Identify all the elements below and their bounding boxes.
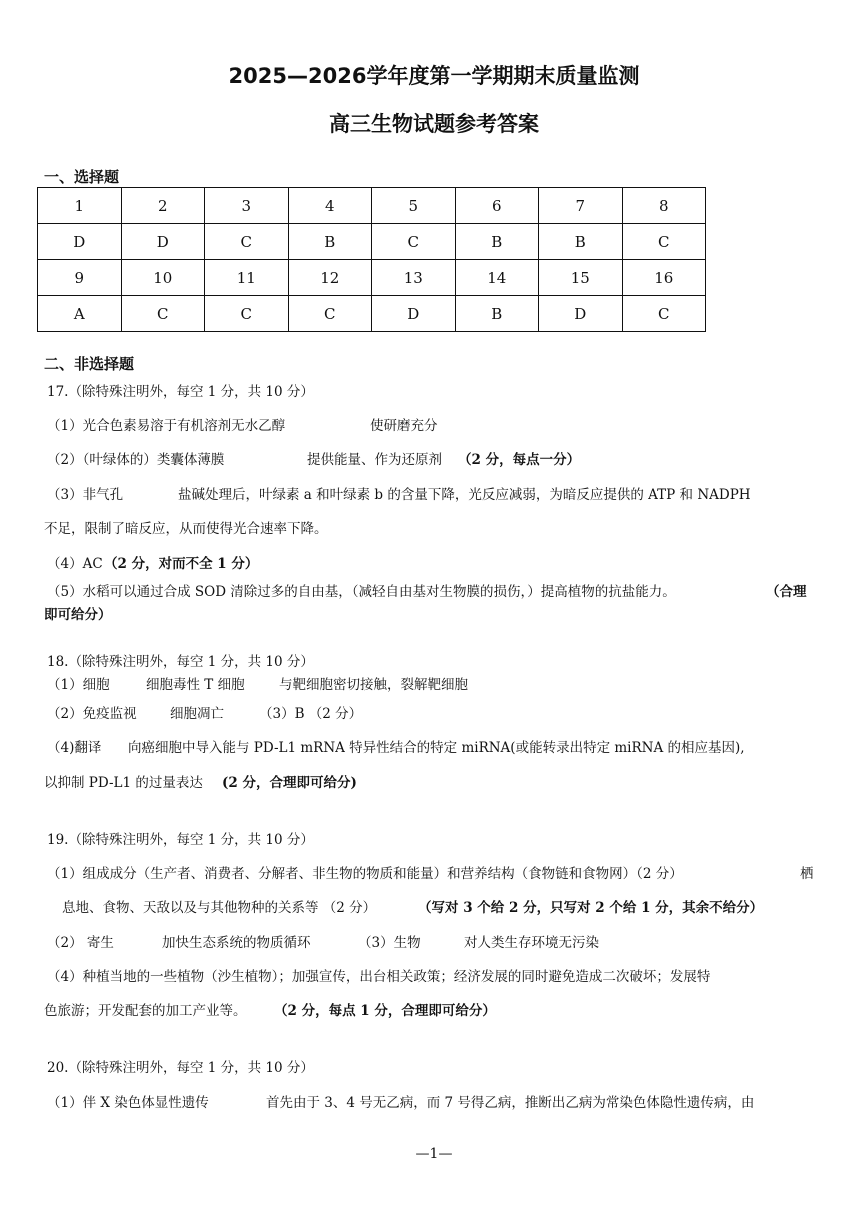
section-heading-choice: 一、选择题	[44, 168, 120, 186]
answer-cell: A	[38, 296, 122, 332]
q19-answer-3b: 对人类生存环境无污染	[464, 935, 599, 951]
q18-answer-1a: （1）细胞	[47, 677, 110, 693]
question-number-cell: 10	[121, 260, 205, 296]
answer-cell: C	[288, 296, 372, 332]
q18-answer-4a: （4)翻译	[47, 740, 102, 756]
q17-answer-1a: （1）光合色素易溶于有机溶剂无水乙醇	[47, 418, 286, 434]
q17-answer-5b: （合理	[766, 584, 807, 600]
answer-cell: C	[121, 296, 205, 332]
question-number-cell: 4	[288, 188, 372, 224]
answer-cell: C	[372, 224, 456, 260]
q19-answer-4b: 色旅游；开发配套的加工产业等。	[44, 1003, 247, 1019]
q18-answer-2b: 细胞凋亡	[170, 706, 224, 722]
answer-cell: B	[288, 224, 372, 260]
q17-answer-2a: （2）（叶绿体的）类囊体薄膜	[47, 452, 225, 468]
q19-answer-2a: （2） 寄生	[47, 935, 114, 951]
question-number-cell: 9	[38, 260, 122, 296]
answer-cell: C	[622, 224, 706, 260]
question-number-cell: 3	[205, 188, 289, 224]
q19-answer-1b: 栖	[800, 866, 814, 882]
question-number-cell: 14	[455, 260, 539, 296]
q18-answer-4b: 向癌细胞中导入能与 PD-L1 mRNA 特异性结合的特定 miRNA(或能转录出特定 miRNA 的相应基因),	[128, 740, 745, 756]
table-row	[38, 224, 706, 260]
q19-answer-1a: （1）组成成分（生产者、消费者、分解者、非生物的物质和能量）和营养结构（食物链和食物网）（2 分）	[47, 866, 683, 882]
question-number-cell: 15	[539, 260, 623, 296]
q20-answer-1b: 首先由于 3、4 号无乙病，而 7 号得乙病，推断出乙病为常染色体隐性遗传病，由	[266, 1095, 755, 1111]
q17-answer-1b: 使研磨充分	[370, 418, 438, 434]
q19-answer-1d: （写对 3 个给 2 分，只写对 2 个给 1 分，其余不给分）	[418, 900, 764, 916]
question-number-cell: 5	[372, 188, 456, 224]
answer-cell: D	[372, 296, 456, 332]
q17-answer-2c: （2 分，每点一分）	[458, 452, 581, 468]
question-number-cell: 11	[205, 260, 289, 296]
q17-heading: 17.（除特殊注明外，每空 1 分，共 10 分）	[47, 384, 314, 400]
q17-answer-3c: 不足，限制了暗反应，从而使得光合速率下降。	[44, 521, 328, 537]
table-row	[38, 188, 706, 224]
answer-cell: D	[121, 224, 205, 260]
q17-answer-4b: （2 分，对而不全 1 分）	[104, 556, 259, 572]
answer-cell: C	[205, 224, 289, 260]
section-heading-nonchoice: 二、非选择题	[44, 355, 135, 373]
q17-answer-5c: 即可给分）	[44, 607, 112, 623]
q18-answer-1b: 细胞毒性 T 细胞	[146, 677, 245, 693]
q20-answer-1a: （1）伴 X 染色体显性遗传	[47, 1095, 209, 1111]
q19-answer-4a: （4）种植当地的一些植物（沙生植物）；加强宣传，出台相关政策；经济发展的同时避免造成二次破坏；发展特	[47, 969, 711, 985]
answer-cell: C	[205, 296, 289, 332]
q17-answer-2b: 提供能量、作为还原剂	[307, 452, 442, 468]
choice-answer-table	[37, 187, 706, 332]
q19-answer-4c: （2 分，每点 1 分，合理即可给分）	[274, 1003, 496, 1019]
q17-answer-3b: 盐碱处理后，叶绿素 a 和叶绿素 b 的含量下降，光反应减弱，为暗反应提供的 ATP 和 NADPH	[178, 487, 751, 503]
question-number-cell: 13	[372, 260, 456, 296]
q19-answer-2b: 加快生态系统的物质循环	[162, 935, 311, 951]
question-number-cell: 12	[288, 260, 372, 296]
answer-cell: B	[455, 224, 539, 260]
q20-heading: 20.（除特殊注明外，每空 1 分，共 10 分）	[47, 1060, 314, 1076]
question-number-cell: 16	[622, 260, 706, 296]
q19-heading: 19.（除特殊注明外，每空 1 分，共 10 分）	[47, 832, 314, 848]
page-subtitle: 高三生物试题参考答案	[329, 112, 539, 136]
answer-cell: D	[38, 224, 122, 260]
q19-answer-3a: （3）生物	[358, 935, 421, 951]
q19-answer-1c: 息地、食物、天敌以及与其他物种的关系等 （2 分）	[62, 900, 377, 916]
answer-cell: D	[539, 296, 623, 332]
question-number-cell: 2	[121, 188, 205, 224]
q18-heading: 18.（除特殊注明外，每空 1 分，共 10 分）	[47, 654, 314, 670]
answer-cell: B	[455, 296, 539, 332]
q17-answer-5a: （5）水稻可以通过合成 SOD 清除过多的自由基，（减轻自由基对生物膜的损伤，）提高植物的抗盐能力。	[47, 584, 676, 600]
q17-answer-3a: （3）非气孔	[47, 487, 124, 503]
q18-answer-4c: 以抑制 PD-L1 的过量表达	[44, 775, 203, 791]
question-number-cell: 8	[622, 188, 706, 224]
question-number-cell: 1	[38, 188, 122, 224]
q18-answer-1c: 与靶细胞密切接触，裂解靶细胞	[279, 677, 468, 693]
question-number-cell: 6	[455, 188, 539, 224]
page-title: 2025—2026学年度第一学期期末质量监测	[228, 64, 640, 88]
table-row	[38, 260, 706, 296]
answer-cell: C	[622, 296, 706, 332]
question-number-cell: 7	[539, 188, 623, 224]
q18-answer-2a: （2）免疫监视	[47, 706, 137, 722]
q17-answer-4a: （4）AC	[47, 556, 103, 572]
table-row	[38, 296, 706, 332]
page-number: —1—	[415, 1146, 453, 1162]
q18-answer-3: （3）B （2 分）	[259, 706, 363, 722]
answer-cell: B	[539, 224, 623, 260]
q18-answer-4d: (2 分，合理即可给分)	[222, 775, 357, 791]
